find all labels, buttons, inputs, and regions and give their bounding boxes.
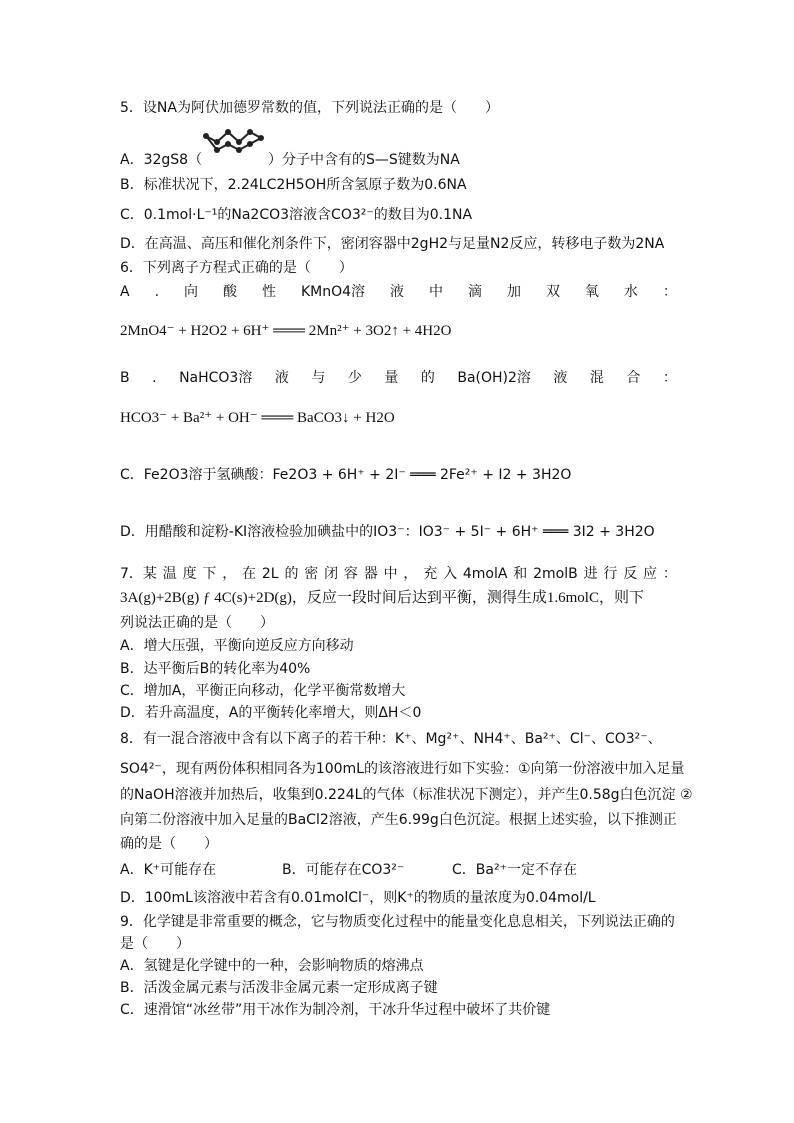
- q6-stem: 6．下列离子方程式正确的是（ ）: [120, 260, 353, 276]
- q6-a-word: 氧: [584, 284, 599, 300]
- q6-a-word: 双: [545, 284, 560, 300]
- q7-stem-word: 反: [623, 566, 638, 582]
- q5-option-a-suffix: ）分子中含有的S—S键数为NA: [268, 152, 460, 168]
- q6-b-word: 液: [274, 370, 289, 386]
- q6-option-b-line: [120, 368, 677, 388]
- q7-option-b: B．达平衡后B的转化率为40%: [120, 661, 311, 677]
- q7-stem-line1: [120, 564, 677, 584]
- q7-stem-word: 7．某: [120, 566, 157, 582]
- q6-a-word: 中: [428, 284, 443, 300]
- q6-b-word: ：: [662, 370, 677, 386]
- q7-stem-word: 度: [182, 566, 197, 582]
- s8-ring-icon: [203, 129, 264, 153]
- q6-option-b-equation: HCO3⁻ + Ba²⁺ + OH⁻ ═══ BaCO3↓ + H2O: [120, 410, 395, 426]
- q7-stem-word: 在: [242, 566, 257, 582]
- q8-option-a: A．K⁺可能存在: [120, 862, 217, 878]
- q7-stem-word: 密: [304, 566, 319, 582]
- q7-stem-word: 和: [513, 566, 528, 582]
- q9-stem-line2: 是（ ）: [120, 936, 190, 952]
- q8-stem-line3: 的NaOH溶液并加热后，收集到0.224L的气体（标准状况下测定），并产生0.58g白色沉淀 ②: [120, 787, 693, 803]
- q7-stem-word: 行: [603, 566, 618, 582]
- q7-option-a: A．增大压强，平衡向逆反应方向移动: [120, 638, 354, 654]
- q7-stem-word: 温: [162, 566, 177, 582]
- q7-stem-word: 器: [363, 566, 378, 582]
- q7-stem-word: 容: [343, 566, 358, 582]
- q6-b-word: 量: [384, 370, 399, 386]
- q7-stem-word: 4molA: [462, 566, 508, 582]
- q7-stem-word: 中: [383, 566, 398, 582]
- q8-stem-line5: 确的是（ ）: [120, 836, 218, 852]
- q5-option-c: C．0.1mol·L⁻¹的Na2CO3溶液含CO3²⁻的数目为0.1NA: [120, 207, 473, 223]
- q6-option-a-line: [120, 282, 677, 302]
- q7-stem-word: ，: [403, 566, 418, 582]
- q6-b-word: 与: [311, 370, 326, 386]
- q8-stem-line1: 8．有一混合溶液中含有以下离子的若干种：K⁺、Mg²⁺、NH4⁺、Ba²⁺、Cl⁻、CO3²⁻、: [120, 731, 662, 747]
- q6-a-word: 酸: [222, 284, 237, 300]
- q6-a-word: 加: [506, 284, 521, 300]
- q6-b-word: .: [152, 370, 157, 386]
- q9-option-c: C．速滑馆“冰丝带”用干冰作为制冷剂，干冰升华过程中破坏了共价键: [120, 1002, 551, 1018]
- q8-stem-line4: 向第二份溶液中加入足量的BaCl2溶液，产生6.99g白色沉淀。根据上述实验，以下推测正: [120, 812, 677, 828]
- q7-stem-word: 充: [423, 566, 438, 582]
- q6-b-word: NaHCO3溶: [179, 370, 253, 386]
- q7-stem-word: 下: [202, 566, 217, 582]
- q6-a-word: ：: [662, 284, 677, 300]
- q5-option-d: D．在高温、高压和催化剂条件下，密闭容器中2gH2与足量N2反应，转移电子数为2NA: [120, 236, 665, 252]
- q6-a-word: 滴: [467, 284, 482, 300]
- q7-option-c: C．增加A，平衡正向移动，化学平衡常数增大: [120, 683, 406, 699]
- q6-a-word: 液: [390, 284, 404, 300]
- q7-stem-word: 2molB: [533, 566, 578, 582]
- q7-option-d: D．若升高温度，A的平衡转化率增大，则ΔH＜0: [120, 705, 422, 721]
- q7-stem-word: 入: [443, 566, 458, 582]
- q5-option-a-prefix: A．32gS8（: [120, 152, 203, 168]
- q7-stem-word: 应: [643, 566, 658, 582]
- q8-option-c: C．Ba²⁺一定不存在: [452, 862, 577, 878]
- q6-a-word: 水: [623, 284, 638, 300]
- q8-option-d: D．100mL该溶液中若含有0.01molCl⁻，则K⁺的物质的量浓度为0.04mol/L: [120, 890, 596, 906]
- q6-a-word: A: [120, 284, 130, 300]
- q6-option-c: C．Fe2O3溶于氢碘酸：Fe2O3 + 6H⁺ + 2I⁻ ═══ 2Fe²⁺ + I2 + 3H2O: [120, 467, 572, 483]
- q6-option-a-equation: 2MnO4⁻ + H2O2 + 6H⁺ ═══ 2Mn²⁺ + 3O2↑ + 4H2O: [120, 323, 452, 339]
- q6-b-word: 合: [626, 370, 641, 386]
- q5-option-b: B．标准状况下，2.24LC2H5OH所含氢原子数为0.6NA: [120, 177, 467, 193]
- q7-stem-line3: 列说法正确的是（ ）: [120, 615, 274, 631]
- q9-option-b: B．活泼金属元素与活泼非金属元素一定形成离子键: [120, 980, 438, 996]
- q6-a-word: .: [154, 284, 160, 300]
- q6-b-word: Ba(OH)2溶: [457, 370, 531, 386]
- q9-stem-line1: 9．化学键是非常重要的概念，它与物质变化过程中的能量变化息息相关，下列说法正确的: [120, 914, 675, 930]
- q6-a-word: 性: [261, 284, 276, 300]
- q6-b-word: 少: [347, 370, 362, 386]
- q6-a-word: KMnO4溶: [300, 284, 366, 300]
- q9-option-a: A．氢键是化学键中的一种，会影响物质的熔沸点: [120, 958, 424, 974]
- q6-b-word: 混: [589, 370, 604, 386]
- q6-b-word: 的: [420, 370, 435, 386]
- q7-stem-word: ，: [222, 566, 237, 582]
- q5-stem: 5．设NA为阿伏加德罗常数的值，下列说法正确的是（ ）: [120, 100, 499, 116]
- q7-stem-word: 的: [284, 566, 299, 582]
- q7-stem-equation: 3A(g)+2B(g) ƒ 4C(s)+2D(g)，反应一段时间后达到平衡，测得生成1.6molC，则下: [120, 590, 644, 606]
- q6-a-word: 向: [184, 284, 198, 300]
- q7-stem-word: 2L: [261, 566, 279, 582]
- q7-stem-word: ：: [662, 566, 677, 582]
- s8-ring-molecule-image: [200, 128, 268, 158]
- q7-stem-word: 闭: [324, 566, 339, 582]
- q8-option-b: B．可能存在CO3²⁻: [282, 862, 405, 878]
- q7-stem-word: 进: [583, 566, 598, 582]
- q6-b-word: 液: [553, 370, 568, 386]
- q6-b-word: B: [120, 370, 130, 386]
- q8-stem-line2: SO4²⁻，现有两份体积相同各为100mL的该溶液进行如下实验：①向第一份溶液中加入足量: [120, 761, 685, 777]
- q6-option-d: D．用醋酸和淀粉-KI溶液检验加碘盐中的IO3⁻：IO3⁻ + 5I⁻ + 6H⁺ ═══ 3I2 + 3H2O: [120, 524, 655, 540]
